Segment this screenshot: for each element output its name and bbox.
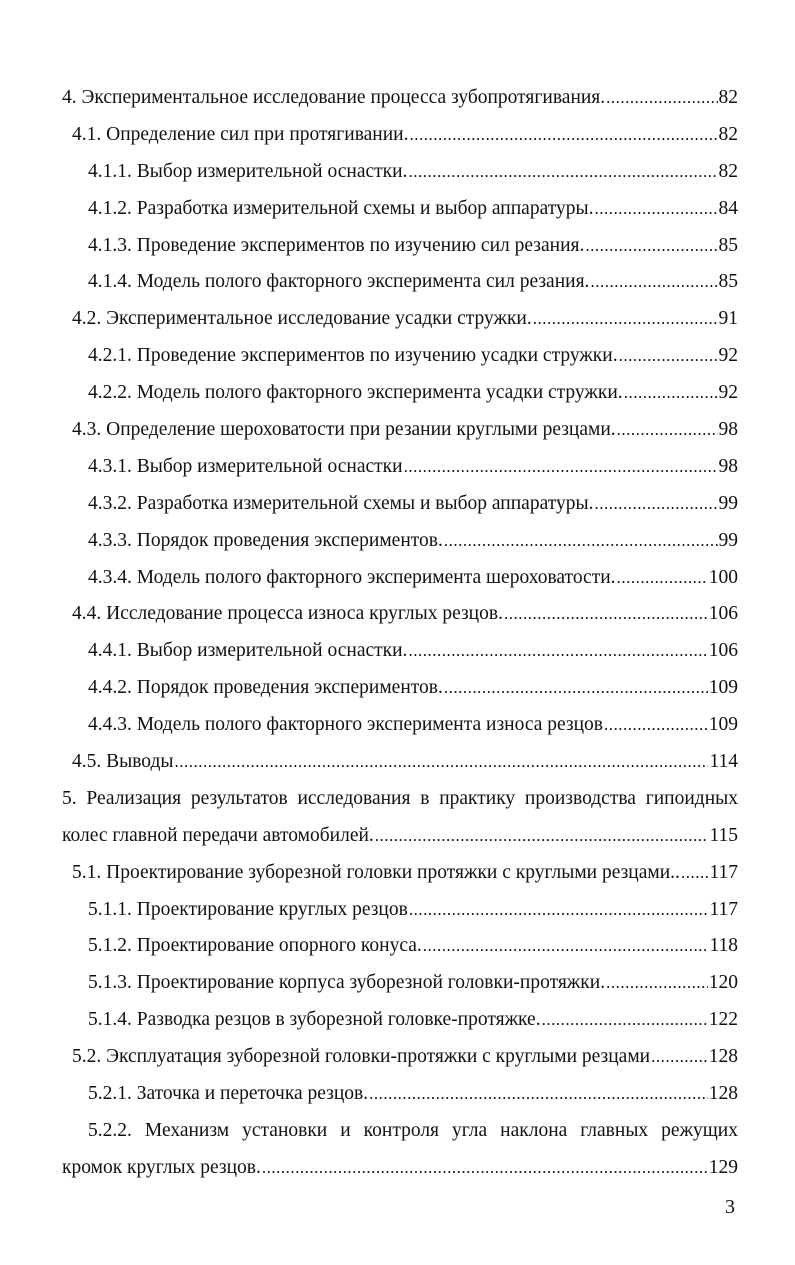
toc-entry[interactable] (62, 633, 738, 670)
toc-entry-page: 92 (718, 345, 738, 367)
leader-dots (369, 1076, 708, 1113)
toc-entry-page: 117 (709, 861, 738, 883)
toc-entry[interactable] (62, 338, 738, 375)
table-of-contents (62, 80, 738, 1187)
toc-entry-page: 91 (718, 308, 738, 330)
toc-entry[interactable] (62, 1002, 738, 1039)
toc-entry[interactable] (62, 228, 738, 265)
toc-entry-title: 4.4. Исследование процесса износа круглых резцов. (72, 603, 503, 625)
leader-dots (624, 375, 718, 412)
toc-entry[interactable] (62, 375, 738, 412)
toc-entry-title: 4.2. Экспериментальное исследование усадки стружки. (72, 308, 532, 330)
leader-dots (651, 1039, 708, 1076)
toc-entry[interactable] (62, 486, 738, 523)
leader-dots (408, 154, 717, 191)
leader-dots (444, 523, 718, 560)
toc-entry-title: 5.1.4. Разводка резцов в зуборезной головке-протяжке. (88, 1009, 541, 1031)
toc-entry-page: 100 (708, 566, 738, 588)
toc-entry-page: 82 (718, 123, 738, 145)
toc-entry-title: 4.3.3. Порядок проведения экспериментов. (88, 529, 443, 551)
toc-entry[interactable] (62, 855, 738, 892)
toc-entry-page: 82 (718, 160, 738, 182)
toc-entry-title: 4.1.2. Разработка измерительной схемы и выбор аппаратуры. (88, 197, 594, 219)
toc-entry-title: 4.1.4. Модель полого факторного эксперимента сил резания. (88, 271, 590, 293)
toc-entry[interactable] (62, 818, 738, 855)
leader-dots (606, 965, 708, 1002)
toc-entry-title: 4.1. Определение сил при протягивании. (72, 123, 409, 145)
toc-entry-title: 4.2.2. Модель полого факторного эксперимента усадки стружки. (88, 382, 623, 404)
leader-dots (604, 707, 708, 744)
toc-entry[interactable] (62, 449, 738, 486)
leader-dots (409, 117, 717, 154)
leader-dots (404, 449, 718, 486)
toc-entry-page: 92 (718, 382, 738, 404)
toc-entry[interactable] (62, 412, 738, 449)
toc-entry-title: 4.4.2. Порядок проведения экспериментов. (88, 677, 443, 699)
toc-entry-title: 4.3.1. Выбор измерительной оснастки (88, 455, 403, 477)
leader-dots (262, 1150, 708, 1187)
toc-entry-title: 4.2.1. Проведение экспериментов по изучению усадки стружки. (88, 345, 618, 367)
toc-entry[interactable] (62, 1150, 738, 1187)
toc-entry-page: 129 (708, 1156, 738, 1178)
toc-entry-title: 5.1.1. Проектирование круглых резцов (88, 898, 408, 920)
toc-entry-first-line[interactable]: 5.2.2. Механизм установки и контроля угла наклона главных режущих (88, 1119, 738, 1141)
toc-entry-title: 5.1.2. Проектирование опорного конуса. (88, 935, 422, 957)
leader-dots (423, 928, 709, 965)
toc-entry-page: 98 (718, 455, 738, 477)
toc-entry[interactable] (62, 301, 738, 338)
toc-entry[interactable] (62, 892, 738, 929)
toc-entry-title: 4.4.1. Выбор измерительной оснастки. (88, 640, 408, 662)
toc-entry-page: 85 (718, 271, 738, 293)
toc-entry-title: 4.3. Определение шероховатости при резании круглыми резцами. (72, 419, 616, 441)
toc-entry-title: колес главной передачи автомобилей. (62, 824, 374, 846)
toc-entry-page: 114 (709, 751, 738, 773)
leader-dots (594, 486, 717, 523)
toc-entry[interactable] (62, 264, 738, 301)
toc-entry[interactable] (62, 560, 738, 597)
toc-entry-page: 99 (718, 529, 738, 551)
toc-entry-page: 117 (709, 898, 738, 920)
toc-entry[interactable] (62, 1039, 738, 1076)
toc-entry-page: 109 (708, 714, 738, 736)
toc-entry-page: 118 (709, 935, 738, 957)
leader-dots (606, 80, 717, 117)
toc-entry-title: кромок круглых резцов. (62, 1156, 261, 1178)
leader-dots (504, 596, 708, 633)
toc-entry-page: 109 (708, 677, 738, 699)
toc-entry-title: 5.2.1. Заточка и переточка резцов. (88, 1083, 369, 1105)
toc-entry-page: 99 (718, 492, 738, 514)
leader-dots (408, 633, 707, 670)
toc-entry[interactable] (62, 744, 738, 781)
leader-dots (585, 228, 717, 265)
toc-entry[interactable] (62, 80, 738, 117)
toc-entry-title: 4.5. Выводы (72, 751, 174, 773)
leader-dots (533, 301, 718, 338)
toc-entry[interactable] (62, 928, 738, 965)
toc-entry-title: 4.1.1. Выбор измерительной оснастки. (88, 160, 408, 182)
leader-dots (542, 1002, 708, 1039)
toc-entry-page: 85 (718, 234, 738, 256)
toc-entry-first-line[interactable]: 5. Реализация результатов исследования в практику производства гипоидных (62, 787, 738, 809)
toc-entry[interactable] (62, 523, 738, 560)
page-number: 3 (725, 1196, 735, 1218)
leader-dots (617, 412, 718, 449)
toc-entry[interactable] (62, 707, 738, 744)
toc-entry-title: 4. Экспериментальное исследование процесса зубопротягивания. (62, 87, 606, 108)
toc-entry-title: 5.1.3. Проектирование корпуса зуборезной головки-протяжки. (88, 972, 606, 994)
toc-entry-page: 82 (718, 87, 738, 108)
toc-entry[interactable] (62, 117, 738, 154)
leader-dots (617, 560, 708, 597)
leader-dots (594, 191, 717, 228)
leader-dots (681, 855, 709, 892)
leader-dots (175, 744, 709, 781)
toc-entry-page: 115 (709, 824, 738, 846)
leader-dots (409, 892, 709, 929)
toc-entry-page: 106 (708, 640, 738, 662)
toc-entry-title: 4.4.3. Модель полого факторного эксперимента износа резцов (88, 714, 603, 736)
toc-entry[interactable] (62, 965, 738, 1002)
toc-entry-page: 128 (708, 1083, 738, 1105)
toc-entry[interactable] (62, 191, 738, 228)
toc-entry-page: 122 (708, 1009, 738, 1031)
leader-dots (619, 338, 718, 375)
toc-entry-title: 5.1. Проектирование зуборезной головки протяжки с круглыми резцами.. (72, 861, 680, 883)
toc-entry-page: 128 (708, 1046, 738, 1068)
toc-entry-page: 84 (718, 197, 738, 219)
toc-entry[interactable] (62, 1076, 738, 1113)
leader-dots (444, 670, 708, 707)
leader-dots (590, 264, 717, 301)
toc-entry-title: 4.3.4. Модель полого факторного эксперимента шероховатости. (88, 566, 616, 588)
toc-entry-page: 98 (718, 419, 738, 441)
toc-entry-title: 4.1.3. Проведение экспериментов по изучению сил резания. (88, 234, 585, 256)
toc-entry[interactable] (62, 154, 738, 191)
leader-dots (375, 818, 709, 855)
toc-entry[interactable] (62, 596, 738, 633)
toc-entry[interactable] (62, 670, 738, 707)
toc-entry-title: 5.2. Эксплуатация зуборезной головки-протяжки с круглыми резцами (72, 1046, 651, 1068)
toc-entry-page: 120 (708, 972, 738, 994)
toc-entry-page: 106 (708, 603, 738, 625)
toc-entry-title: 4.3.2. Разработка измерительной схемы и выбор аппаратуры. (88, 492, 594, 514)
